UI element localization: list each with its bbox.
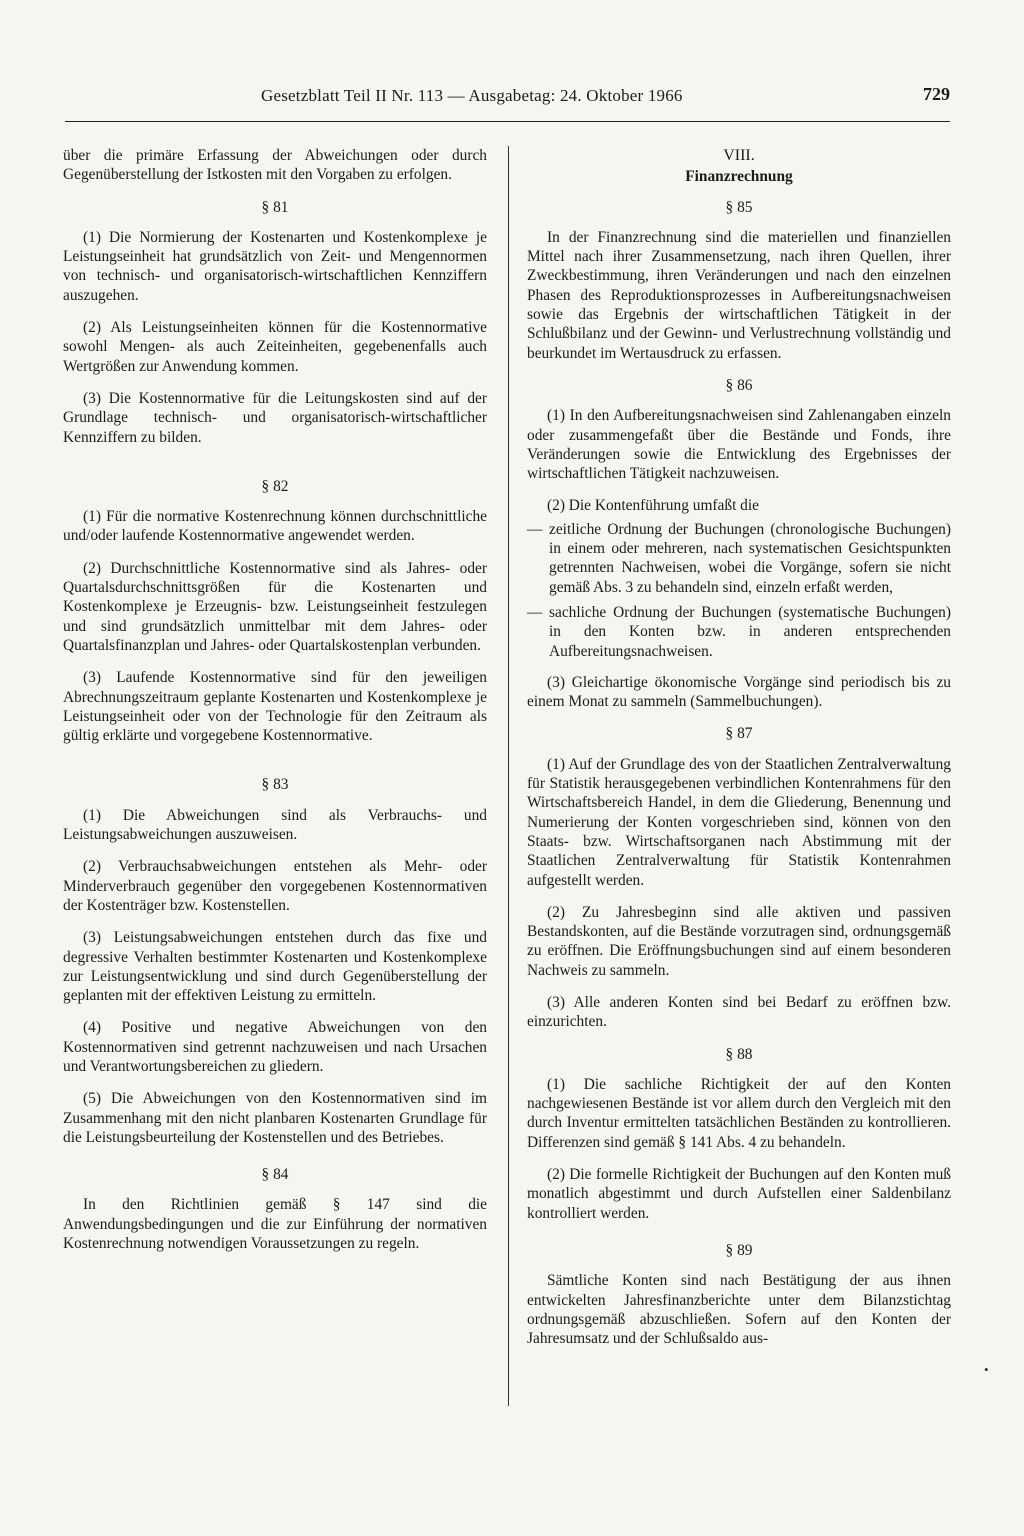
list-item xyxy=(527,520,951,597)
section-heading-81: § 81 xyxy=(261,198,289,216)
section-heading-87: § 87 xyxy=(725,725,753,743)
list-item xyxy=(527,603,951,661)
section-heading-82: § 82 xyxy=(261,477,289,495)
paragraph: (1) Die Abweichungen sind als Verbrauchs- und Leistungsabweichungen auszuweisen. xyxy=(63,806,487,844)
paragraph: (2) Als Leistungseinheiten können für die Kostennormative sowohl Mengen- als auch Zeiteinheiten, gegebenenfalls auch Wertgrößen zur Anwendung kommen. xyxy=(63,319,487,375)
paragraph: (2) Die Kontenführung umfaßt die xyxy=(547,497,759,515)
list-item-text: zeitliche Ordnung der Buchungen (chronologische Buchungen) in einem oder mehreren, nach systematischen Gesichtspunkten getrennten Nachweisen, wobei die Vorgänge, sofern sie nicht gemäß Abs. 3 zu behandeln sind, einzeln erfaßt werden, xyxy=(549,520,951,596)
page-number: 729 xyxy=(923,84,950,104)
chapter-number: VIII. xyxy=(723,147,755,164)
section-heading-86: § 86 xyxy=(725,376,753,394)
paragraph: (2) Zu Jahresbeginn sind alle aktiven und passiven Bestandskonten, auf die Bestände vorzutragen sind, ordnungsgemäß zu eröffnen. Die Eröffnungsbuchungen sind auf einem besonderen Nachweis zu sammeln. xyxy=(527,903,951,979)
section-heading-89: § 89 xyxy=(725,1241,753,1259)
header-rule xyxy=(65,121,950,122)
paragraph: (5) Die Abweichungen von den Kostennormativen sind im Zusammenhang mit den nicht planbaren Kostenarten Grundlage für die Leistungsbeurteilung der Kostenstellen und des Betriebes. xyxy=(63,1090,487,1146)
chapter-title: Finanzrechnung xyxy=(685,168,793,186)
running-title: Gesetzblatt Teil II Nr. 113 — Ausgabetag: 24. Oktober 1966 xyxy=(261,86,683,105)
paragraph: (1) Die sachliche Richtigkeit der auf den Konten nachgewiesenen Bestände ist vor allem durch den Vergleich mit den durch Inventur ermittelten tatsächlichen Beständen zu kontrollieren. Differenzen sind gemäß § 141 Abs. 4 zu behandeln. xyxy=(527,1075,951,1151)
right-column xyxy=(527,146,951,1361)
paragraph: (3) Die Kostennormative für die Leitungskosten sind auf der Grundlage technisch- und organisatorisch-wirtschaftlicher Kennziffern zu bilden. xyxy=(63,389,487,446)
paragraph: (2) Durchschnittliche Kostennormative sind als Jahres- oder Quartalsdurchschnittsgrößen für die Kostenarten und Kostenkomplexe je Erzeugnis- bzw. Leistungseinheit festzulegen und sind grundsätzlich unmittelbar mit dem Jahres- oder Quartalsfinanzplan und Jahres- oder Quartalskostenplan verbunden. xyxy=(63,559,487,654)
list-item-text: sachliche Ordnung der Buchungen (systematische Buchungen) in den Konten bzw. in anderen entsprechenden Aufbereitungsnachweisen. xyxy=(549,603,951,660)
paragraph: (1) Für die normative Kostenrechnung können durchschnittliche und/oder laufende Kostennormative angewendet werden. xyxy=(63,508,487,545)
paragraph: In den Richtlinien gemäß § 147 sind die Anwendungsbedingungen und die zur Einführung der normativen Kostenrechnung notwendigen Voraussetzungen zu regeln. xyxy=(63,1196,487,1253)
section-heading-88: § 88 xyxy=(725,1045,753,1063)
paragraph: (1) Auf der Grundlage des von der Staatlichen Zentralverwaltung für Statistik herausgegebenen verbindlichen Kontenrahmens für den Wirtschaftsbereich Handel, in dem die Gliederung, Benennung und Numerierung der Konten vorgeschrieben sind, können von den Staats- bzw. Wirtschaftsorganen nach Abstimmung mit der Staatlichen Zentralverwaltung für Statistik Kontenrahmen aufgestellt werden. xyxy=(527,755,951,889)
paragraph: In der Finanzrechnung sind die materiellen und finanziellen Mittel nach ihrer Zusammensetzung, nach ihren Quellen, ihrer Zweckbestimmung, ihren Veränderungen und nach den einzelnen Phasen des Reproduktionsprozesses in Aufbereitungsnachweisen sowie das Ergebnis der wirtschaftlichen Tätigkeit in der Schlußbilanz und der Gewinn- und Verlustrechnung vollständig und beurkundet im Wertausdruck zu erfassen. xyxy=(527,228,951,362)
paragraph: (2) Verbrauchsabweichungen entstehen als Mehr- oder Minderverbrauch gegenüber den vorgegebenen Kostennormativen der Kostenträger bzw. Kostenstellen. xyxy=(63,858,487,914)
column-divider xyxy=(508,146,509,1406)
paragraph: (1) In den Aufbereitungsnachweisen sind Zahlenangaben einzeln oder zusammengefaßt über die Bestände und Fonds, ihre Veränderungen sowie die Entwicklung des Ergebnisses der wirtschaftlichen Tätigkeit nachzuweisen. xyxy=(527,407,951,483)
section-heading-85: § 85 xyxy=(725,198,753,216)
section-heading-84: § 84 xyxy=(261,1166,289,1184)
paragraph: Sämtliche Konten sind nach Bestätigung der aus ihnen entwickelten Jahresfinanzberichte unter dem Bilanzstichtag ordnungsgemäß abzuschließen. Sofern auf den Konten der Jahresumsatz und der Schlußsaldo aus- xyxy=(527,1272,951,1348)
paragraph: (3) Gleichartige ökonomische Vorgänge sind periodisch bis zu einem Monat zu sammeln (Sammelbuchungen). xyxy=(527,673,951,711)
left-column xyxy=(63,146,487,1266)
paragraph: (1) Die Normierung der Kostenarten und Kostenkomplexe je Leistungseinheit hat grundsätzlich von Zeit- und Mengennormen von technisch- und organisatorisch-wirtschaftlichen Kennziffern auszugehen. xyxy=(63,228,487,304)
dash-marker: — xyxy=(527,520,543,538)
paragraph: (3) Leistungsabweichungen entstehen durch das fixe und degressive Verhalten bestimmter Kostenarten und Kostenkomplexe zur Leistungsentwicklung und sind durch Gegenüberstellung der geplanten mit der effektiven Leistung zu ermitteln. xyxy=(63,929,487,1005)
dash-marker: — xyxy=(527,603,543,621)
continued-paragraph: über die primäre Erfassung der Abweichungen oder durch Gegenüberstellung der Istkosten mit den Vorgaben zu erfolgen. xyxy=(63,147,487,184)
paragraph: (3) Laufende Kostennormative sind für den jeweiligen Abrechnungszeitraum geplante Kostenarten und Kostenkomplexe je Leistungseinheit oder von der Technologie für den Zeitraum als gültig erklärte und vorgegebene Kostennormative. xyxy=(63,669,487,745)
section-heading-83: § 83 xyxy=(261,776,289,794)
paragraph: (4) Positive und negative Abweichungen von den Kostennormativen sind getrennt nachzuweisen und nach Ursachen und Verantwortungsbereichen zu gliedern. xyxy=(63,1019,487,1075)
paragraph: (2) Die formelle Richtigkeit der Buchungen auf den Konten muß monatlich abgestimmt und durch Aufstellen einer Saldenbilanz kontrolliert werden. xyxy=(527,1166,951,1222)
paragraph: (3) Alle anderen Konten sind bei Bedarf zu eröffnen bzw. einzurichten. xyxy=(527,993,951,1031)
margin-dot: • xyxy=(984,1362,989,1377)
page-header xyxy=(65,84,950,110)
